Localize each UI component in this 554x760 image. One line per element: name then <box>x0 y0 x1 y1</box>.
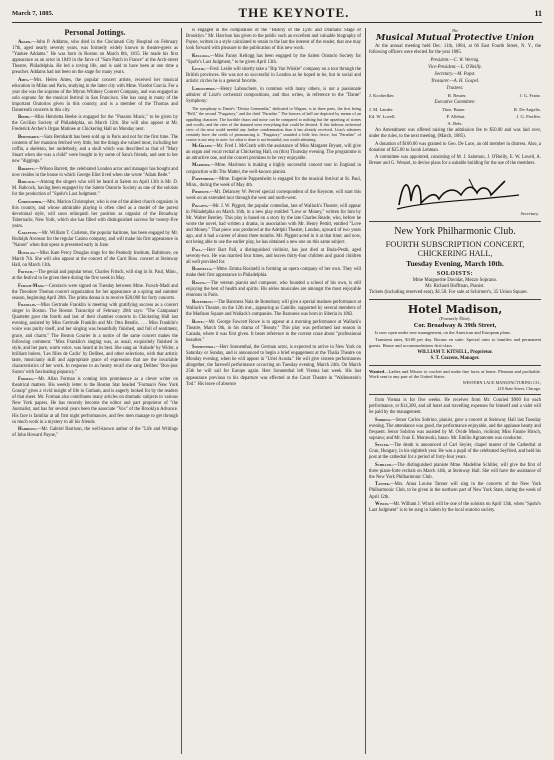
article-lead: Marimon. <box>192 163 211 169</box>
issue-date: March 7, 1885. <box>12 9 54 17</box>
divider <box>369 299 541 300</box>
article-text: —Fred. Leslie will shortly take a "Rip Van Winkle" company on a tour through the British provinces. He was not so successful in London as he hoped to be, but in social and artistic circles he is a general favorite. <box>186 67 361 85</box>
article-paragraph <box>12 303 178 376</box>
article-paragraph <box>12 167 178 179</box>
article-lead: Christopher. <box>18 199 43 205</box>
article-text: —John P. Addams, who died in the Cincinnati City Hospital on February 17th, aged nearly seventy years, was formerly widely known to theatre-goers as "Yankee Addams." He was born in Boston on March 8th, 1815. He made his first appearance as an actor in 1849 in the farce of "Sam Patch in France" at the Arch-street Theatre, Philadelphia. He led a roving life, and is said to have been at one time a preacher. Addams had not been on the stage for many years. <box>12 40 178 76</box>
committee-member: P. Allebut. <box>446 113 466 119</box>
hotel-rates: Transient rates, $3.00 per day. Rooms en suite. Special rates to families and permanent guests. House and accommodations first-class. <box>369 337 541 348</box>
article-text: —Henry Labouchere, in common with many others, is not a passionate admirer of Liszt's orchestral compositions, and thus writes, in reference to the "Dante" Symphony: <box>186 86 361 104</box>
article-paragraph <box>12 200 178 230</box>
column-rule <box>181 28 182 754</box>
article-paragraph <box>12 231 178 249</box>
secretary-title: Secretary. <box>520 211 539 217</box>
article-text: —Contracts were signed on Tuesday between Mme. Fursch-Madi and the Theodore Thomas concert organization for her appearance at a spring and summer season, beginning April 20th. The prima donna is to receive $20,000 for forty concerts. <box>12 283 178 301</box>
wanted-ad <box>369 369 541 391</box>
article-lead: Leslie. <box>192 67 206 73</box>
article-text: —Sara Bernhardt has been sold up in Paris and not for the first time. The contents of her mansion fetched very little, but the things she valued most, including her coffin, a skeleton, her underbody, and a skull which was described as that of "Mary Stuart when she was a child" were bought in by some of Sara's friends, and sent to her new "diggings." <box>12 134 178 165</box>
article-paragraph <box>12 427 178 439</box>
article-text: —The veteran pianist and composer, who founded a school of his own, is still enjoying the best of health and spirits. His séries musicales are amongst the most enjoyable réunions in Paris. <box>186 280 361 298</box>
article-paragraph <box>12 270 178 282</box>
article-lead: Rosinella. <box>192 267 213 273</box>
article-lead: Babcock. <box>18 180 36 186</box>
article-text: —The genial and popular tenor, Charles Fritsch, will sing in St. Paul, Minn., at the festival to be given there during the first week in May. <box>12 270 178 282</box>
article-text: —Mme. Eugenie Pappenheim is engaged for the musical festival at St. Paul, Minn., during the week of May 4th. <box>186 176 361 188</box>
wanted-company: WESTERN LACE MANUFACTURING CO., <box>462 380 541 386</box>
article-paragraph <box>186 345 361 387</box>
article-paragraph <box>186 300 361 318</box>
newspaper-title: THE KEYNOTE. <box>238 5 350 20</box>
committee-row <box>369 114 541 120</box>
concert-hall: CHICKERING HALL, <box>417 249 493 259</box>
article-paragraph <box>12 284 178 302</box>
divider <box>369 365 541 366</box>
article-paragraph <box>186 248 361 266</box>
article-text: —Mr. Fred J. McGrath with the assistance of Miss Margaret Bryant, will give an organ and vocal recital at Chickering Hall, on (this) Thursday evening. The programme is an attractive one, and the concert promises to be very enjoyable. <box>186 143 361 162</box>
article-lead: Ravina. <box>192 280 207 286</box>
article-lead: Forman. <box>18 377 34 383</box>
ticket-info: Tickets (including reserved seat), $1.50. For sale at Schirmer's, 35 Union Square. <box>369 290 528 296</box>
signature-image <box>369 171 541 217</box>
wanted-lead: Wanted <box>369 368 385 374</box>
article-text: is engaged in the compilation of the "History of the Lyric and Dramatic Stage of Brooklyn." Mr. Harrison has given to the public such an excellent and valuable biography of Payne, written in a style calculated to retain to the last the interest of the reader, that one may look forward with pleasure to the publication of this new work. <box>186 28 361 52</box>
trustee: J. Kocherlker. <box>369 92 395 98</box>
concert-title: FOURTH SUBSCRIPTION CONCERT, <box>385 239 525 250</box>
article-paragraph <box>186 190 361 202</box>
article-text: —Mr. Gabriel Harrison, the well-known author of the "Life and Writings of John Howard Payne," <box>12 426 178 439</box>
column-personal-jottings <box>12 28 178 754</box>
article-text: —Miss Kate Percy Douglas sings for the Peabody Institute, Baltimore, on March 7th. She will also appear at the concert of the Carri Bros. concert at Steinway Hall, on March 13th. <box>12 250 178 268</box>
union-officers <box>369 58 541 92</box>
article-lead: Pall. <box>192 247 203 253</box>
wanted-address: 218 State Street, Chicago. <box>497 385 541 391</box>
officer-vice-president: Vice-President.—L. O'Reilly. <box>428 64 482 70</box>
committee-member: Ed. W. Lovell. <box>369 113 396 119</box>
article-lead: Fursch-Madi. <box>18 283 45 289</box>
trustee: J. G. Franz. <box>519 92 541 98</box>
article-paragraph <box>369 482 541 500</box>
article-paragraph <box>186 177 361 189</box>
soloist: Mme Marguerite Davidat, Mezzo Soprano. <box>412 278 498 284</box>
article-paragraph <box>186 144 361 162</box>
article-text: —Wilson Barrett, the celebrated London actor and manager has bought and now resides in the house in which George Eliot lived when she wrote "Adam Bede." <box>12 166 178 178</box>
article-lead: Beebe. <box>18 115 31 121</box>
soloist: Mr. Richard Hoffman, Pianist. <box>425 284 485 290</box>
article-lead: Barrett. <box>18 166 35 172</box>
article-paragraph <box>12 78 178 114</box>
article-text: —Mr. Delancey W. Pervel special correspondent of the Keynote, will start this week on an extended tour through the west and north-west. <box>186 190 361 202</box>
article-text: —Miss Gertrude Franklin is meeting with gratifying success as a concert singer in Boston. The Boston Transcript of February 20th says: "The Campanari Quartette gave the fourth and last of their chamber concerts in Chickering Hall last evening, assisted by Miss Gertrude Franklin and Mr. Otto Bendix. . . . Miss Franklin's voice was purity itself, and her singing was beautifully finished, and full of sentiment, grace, and charm." The Boston Courier in a notice of the same concert makes the following comment: "Miss Franklin's singing was, as usual, exquisitely finished in style, and her pure, warm voice, was heard at its best. She sang an 'Aubade' by Widor, a brilliant bolero, 'Les filles de Cadix' by Delibes, and other selections, with that artistic taste, musicianly skill and appropriate grace of expression that are the invariable characteristics of her work. In response to an hearty recall she sang Delibes' 'Bon-jour Suzon' with fascinating piquancy." <box>12 303 178 375</box>
article-text: —Mme. Emma Rosinelli is forming an opera company of her own. They will make their first appearance in Philadelphia. <box>186 267 361 279</box>
committee-member: J. G. Preiffer. <box>516 113 541 119</box>
trustees-row <box>369 93 541 99</box>
officer-president: President.—C. W. Wernig. <box>430 57 480 63</box>
article-lead: Labouchere. <box>192 86 216 92</box>
article-lead: Adams. <box>18 40 32 46</box>
article-paragraph <box>186 28 361 52</box>
article-lead: Tanner. <box>375 482 390 488</box>
article-paragraph <box>186 106 361 142</box>
article-text: —Mme. Marimon is making a highly successful concert tour in England in conjunction with Tito Mattei, the well-known pianist. <box>186 163 361 175</box>
article-paragraph <box>369 443 541 461</box>
article-lead: Pappenheim. <box>192 176 215 182</box>
article-paragraph <box>369 398 541 416</box>
philharmonic-title: New York Philharmonic Club. <box>394 226 516 238</box>
article-text: —The distinguished pianiste Mme. Madeline Schiller, will give the first of three piano-forte recitals on March 14th, at Steinway Hall. She will have the assistance of the New York Philharmonic Club. <box>369 462 541 480</box>
article-lead: Harrison. <box>18 426 37 432</box>
union-body: A donation of $100.00 was granted to Geo. De Luce, an old member in distress. Also, a donation of $25.00 to Jacob Lehman. <box>369 141 541 153</box>
article-paragraph <box>186 163 361 175</box>
hotel-ad <box>369 303 541 330</box>
article-lead: Douglas. <box>18 250 36 256</box>
article-lead: Seyler. <box>375 443 390 449</box>
article-paragraph <box>369 502 541 514</box>
article-text: —Mr. J. W. Piggott, the popular comedian, late of Wallack's Theatre, will appear in Philadelphia on March 16th, in a new play entitled "Love or Money," written for him by Mr. Walter Bentley. This play is based on a story by the late Charles Reade, who, before he wrote the novel, had written a drama, in association with Mr. Henry Pettitt, entitled "Love and Money." That piece was produced at the Adelphi Theatre, London, upward of two years ago, and it had a career of about three months. Mr. Piggott acted in it at that time; and now, not being able to use the earlier play, he has obtained a new one on this same subject. <box>186 203 361 246</box>
article-text: —Herr Bart Pall, a distinguished violinist, has just died at Buda-Pesth, aged seventy-two. He was married four times, and leaves thirty-four children and grand children all well provided for. <box>186 247 361 265</box>
union-name: Musical Mutual Protective Union <box>375 33 535 44</box>
article-paragraph <box>12 40 178 76</box>
article-lead: Fritsch. <box>18 270 34 276</box>
article-paragraph <box>12 115 178 133</box>
section-heading: Personal Jottings. <box>64 28 126 37</box>
union-body: A committee was appointed, consisting of M. J. Salomon, J. O'Reilly, E. W. Lovell, A. Breuer and G. Wenzel, to devise plans for a suitable building for the use of the members. <box>369 155 541 167</box>
article-text: —Miss Henrietta Beebe is engaged for the "Passion Music," to be given by the Cecilian Society of Philadelphia, on March 12th. She will also appear at Mr. Frederick Archer's Organ Matinee at Chickering Hall on Monday next. <box>12 115 178 133</box>
article-text: The symphony to Dante's "Divina Commedia," dedicated to Wagner, is in three parts, the first being "Hell," the second "Purgatory," and the third "Paradise." The horrors of hell are depicted by means of an appalling character. The horrible chaos and noise can be compared to nothing but the upsetting of stones and scrolls, and the cries of the damned were everything that could be desired. If this hideous orchestral view of the next world needed any further condemnation than it has already received, Liszt's admirers certainly have the credit of pronouncing it. "Purgatory" sounded a little less fierce; but "Paradise" of course is not easy to note: for what is done is not beautiful, nor worth admiring. <box>186 106 361 143</box>
article-lead: Ames. <box>18 77 30 83</box>
article-text: —The Baroness Nala de Rotenbusy will give a special matinee performance at Wallack's Theatre, on the 12th inst., appearing as Camille, supported by several members of the Madison Square and Wallack's companies. The Baroness was born in Siberia in 1862. <box>186 300 361 318</box>
article-text: —Mr. Allan Forman is coming into prominence as a clever writer on theatrical matters. His weekly letter to the Boston Star headed "Forman's New York Gossip" gives a vivid insight of life in Gotham, and is eagerly looked for by the readers of that sheet. Mr. Forman also contributes many articles on dramatic subjects to various New York papers. He has recently become the editor and part proprietor of "the Journalist, and has for several years been the associate "Vox" of the Brooklyn Advance. His face is familiar at all first night performances, and few men manage to get through so much work in a mystery to all his friends. <box>12 377 178 425</box>
article-paragraph <box>369 463 541 481</box>
column-rule <box>365 28 366 754</box>
article-list <box>369 398 541 514</box>
hotel-name: Hotel Madison, <box>407 303 503 317</box>
committee-member: Theo. Bauer. <box>441 106 466 112</box>
concert-date: Tuesday Evening, March 10th. <box>406 259 504 269</box>
article-paragraph <box>369 418 541 442</box>
article-text: —Mr. George Fawcett Rowe is to appear at a morning performance at Wallack's Theatre, March 9th, in his drama of "Beauty." This play was performed last season in Canada, where it was first given. It bears reference to the current craze about "professional beauties." <box>186 319 361 343</box>
article-paragraph <box>186 67 361 85</box>
committee-member: J. M. Lander. <box>369 106 394 112</box>
article-lead: Kellogg. <box>192 53 210 59</box>
article-lead: Carleton. <box>18 231 38 237</box>
divider <box>369 394 541 395</box>
article-text: —Mr. William J. Winch will be one of the soloists on April 13th, when "Spohr's Last Judgment" is to be sung in Salem by the local oratorio society. <box>369 501 541 513</box>
article-paragraph <box>12 251 178 269</box>
secretary-signature <box>369 171 541 217</box>
article-list <box>186 28 361 388</box>
hotel-manager: S. T. Cozzens, Manager. <box>430 355 480 361</box>
article-paragraph <box>186 54 361 66</box>
union-notice <box>369 28 541 44</box>
article-lead: McGrath. <box>192 143 212 149</box>
article-paragraph <box>186 267 361 279</box>
masthead <box>12 4 542 23</box>
article-text: —The death is announced of Carl Seyler, chapel master of the Cathedral at Gran, Hungary, in his eightieth year. He was a pupil of the celebrated Seyfried, and held his post at the cathedral for a period of forty-four years. <box>369 443 541 461</box>
wanted-text: —Ladies and Misses to crochet and make fine laces at home. Pleasant and profitable. Work sent to any part of the United States. <box>369 368 541 380</box>
trustee: R. Reuter. <box>447 92 467 98</box>
officer-secretary: Secretary.—M. Papst. <box>434 71 476 77</box>
union-body: An Amendment was offered raising the admission fee to $50.00 and was laid over, under the rules, to the next meeting, (March, 1885). <box>369 128 541 140</box>
union-header: The <box>451 28 459 33</box>
article-text: —Senor Carlos Sobrino, pianist, gave a concert at Steinway Hall last Tuesday evening. The attendance was good, the performance enjoyable, and the applause hearty and frequent. Senor Sobrino was assisted by M. Ovide Musin, violinist; Miss Fannie Hirsch, soprano; and Mr. Ivan E. Morawski, basso. Mr. Emilio Agramonte was conductor. <box>369 417 541 441</box>
article-lead: Pierpont. <box>192 190 210 196</box>
divider <box>369 221 541 222</box>
article-text: —Mrs. Helen Ames, the popular concert artiste, received her musical education in Milan and Paris, studying in the latter city with Mme. Viardot Garcia. For a year she was the soprano of the Myron Whitney Concert Company, and was engaged as solo soprano for the musical festival in San Francisco. She has sung in many of the important Oratorios given in this country, and is a member of the Thomas and Dannreuth concerts in this city. <box>12 77 178 113</box>
article-paragraph <box>186 281 361 299</box>
page-number: 11 <box>534 8 542 18</box>
article-text: —Herr Sonnenthal, the German actor, is expected to arrive in New York on Saturday or Sunday, and is announced to begin a brief engagement at the Thalia Theatre on Monday evening, when he will appear in "Uriel Acosta." He will give sixteen performances altogether, the farewell performance occurring on Tuesday evening, March 24th. On March 25th he will sail for Europe again. Herr Sonnenthal left Vienna last week. His last appearance previous to his departure was effected at the Court Theatre in "Wallenstein's Tod." His leave of absence <box>186 345 361 387</box>
soloists-label: SOLOISTS: <box>436 271 474 278</box>
committee-member: R. De Angelis. <box>513 106 541 112</box>
article-paragraph <box>186 87 361 105</box>
article-text: —Mrs. Anna Louise Tanner will sing in the concerts of the New York Philharmonic Club, to be given in the northern part of New York State, during the week of April 12th. <box>369 482 541 500</box>
article-paragraph <box>186 320 361 344</box>
article-paragraph <box>12 180 178 198</box>
column-continued <box>186 28 361 754</box>
philharmonic-ad <box>369 226 541 296</box>
committee-member: A. Belz. <box>447 121 463 126</box>
article-text: —Among the singers who will be heard at Salem on April 13th is Mr. D. M. Babcock, having been engaged by the Salem Oratorio Society as one of the soloists for the production of "Spohr's Last Judgment." <box>12 180 178 198</box>
article-text: —Miss Fanny Kellogg has been engaged by the Salem Oratorio Society for "Spohr's Last Judgment," to be given April 13th. <box>186 53 361 65</box>
article-lead: Winch. <box>375 501 389 507</box>
hotel-proprietor: WILLIAM T. KITSELL, Proprietor. <box>417 349 493 355</box>
article-lead: Schiller. <box>375 462 393 468</box>
article-lead: Bernhardt. <box>18 134 40 140</box>
article-lead: Rotenbusy. <box>192 300 214 306</box>
hotel-details <box>369 330 541 348</box>
article-lead: Sonnenthal. <box>192 345 216 351</box>
hotel-former-name: (Formerly Élite), <box>439 316 471 322</box>
article-lead: Franklin. <box>18 303 37 309</box>
article-lead: Rowe. <box>192 319 204 325</box>
committee-label: Executive Committee: <box>434 99 476 105</box>
officer-treasurer: Treasurer.—A. H. Gospel. <box>430 78 480 84</box>
column-notices <box>369 28 541 754</box>
hotel-body: Is now open under new management, on the American and European plans. <box>375 330 511 336</box>
hotel-address: Cor. Broadway & 39th Street, <box>413 322 497 330</box>
article-text: —Mrs. Marion Christopher, who is one of the ablest church organists in this country, and whose admirable playing is often cited as a model of the purest devotional style, will soon relinquish her position as organist of the Broadway Tabernacle, New York, which she has filled with distinguished success for twenty-five years. <box>12 199 178 229</box>
article-paragraph <box>186 204 361 246</box>
article-paragraph <box>12 135 178 165</box>
trustees-label: Trustees: <box>446 85 464 91</box>
article-text: from Vienna is for five weeks. He receives from Mr. Conried $900 for each performance, or $14,300, and all hotel and travelling expenses for himself and a valet will be paid by the management. <box>369 398 541 416</box>
article-lead: Piggott. <box>192 203 209 209</box>
article-paragraph <box>12 377 178 425</box>
committee-row <box>369 107 541 113</box>
article-list <box>12 40 178 439</box>
article-text: —Mr. William T. Carleton, the popular baritone, has been engaged by Mr. Rudolph Aronson for the regular Casino company, and will make his first appearance in "Nanon" when that opera is presented early in June. <box>12 231 178 249</box>
committee-row <box>369 121 541 127</box>
union-intro: At the annual meeting held Dec. 11th, 1884, at 66 East Fourth Street, N. Y., the following officers were elected for the year 1885. <box>369 44 541 56</box>
article-lead: Sobrino. <box>375 417 391 423</box>
